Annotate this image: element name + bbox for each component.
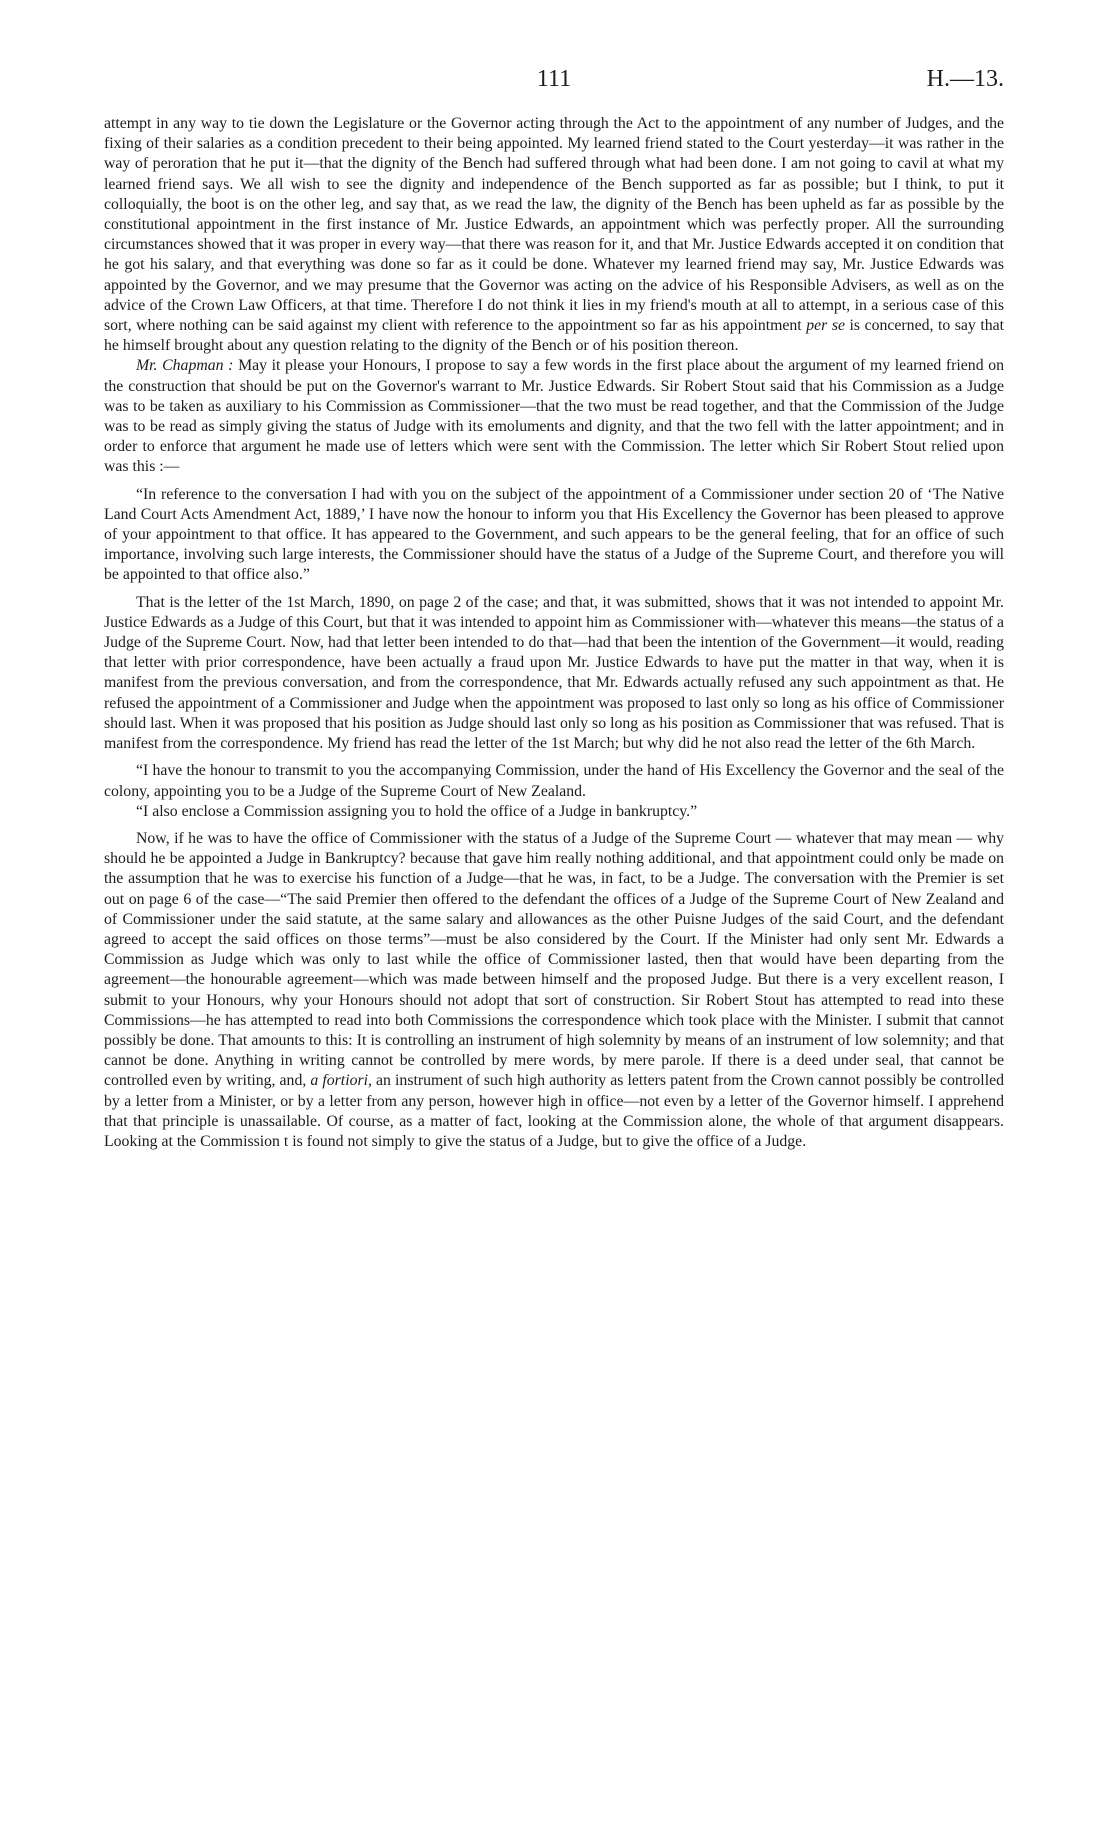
paragraph-chapman: Mr. Chapman : May it please your Honours, I propose to say a few words in the first place about the argument of my learned friend on the construction that should be put on the Governor's warrant to Mr. Justice Edwards. Sir Robert Stout said that his Commission as a Judge was to be taken as auxiliary to his Commission as Commissioner—that the two must be read together, and that the Commission of the Judge was to be read as simply giving the status of Judge with its emoluments and dignity, and that the two fell with the latter appointment; and in order to enforce that argument he made use of letters which were sent with the Commission. The letter which Sir Robert Stout relied upon was this :— <box>104 357 1005 476</box>
page-number: 111 <box>536 66 572 92</box>
document-page <box>104 66 1004 1152</box>
body-text <box>104 114 1004 1152</box>
quoted-letter-2: “I have the honour to transmit to you the accompanying Commission, under the hand of His Excellency the Governor and the seal of the colony, appointing you to be a Judge of the Supreme Court of New Zealand. <box>104 762 1004 800</box>
paragraph-letter-discussion: That is the letter of the 1st March, 1890, on page 2 of the case; and that, it was submitted, shows that it was not intended to appoint Mr. Justice Edwards as a Judge of this Court, but that it was intended to appoint him as Commissioner with—whatever this means—the status of a Judge of the Supreme Court. Now, had that letter been intended to do that—had that been the intention of the Government—it would, reading that letter with prior correspondence, have been actually a fraud upon Mr. Justice Edwards to have put the matter in that way, when it is manifest from the previous conversation, and from the correspondence, that Mr. Edwards actually refused any such appointment as that. He refused the appointment of a Commissioner and Judge when the appointment was proposed to last only so long as his office of Commissioner should last. When it was proposed that his position as Judge should last only so long as his position as Commissioner that was refused. That is manifest from the correspondence. My friend has read the letter of the 1st March; but why did he not also read the letter of the 6th March. <box>104 593 1004 753</box>
paragraph-continuation: attempt in any way to tie down the Legislature or the Governor acting through the Act to the appointment of any number of Judges, and the fixing of their salaries as a condition precedent to their being appointed. My learned friend stated to the Court yesterday—it was rather in the way of peroration that he put it—that the dignity of the Bench had suffered through what had been done. I am not going to cavil at what my learned friend says. We all wish to see the dignity and independence of the Bench supported as far as possible; but I think, to put it colloquially, the boot is on the other leg, and say that, as we read the law, the dignity of the Bench has been upheld as far as possible by the constitutional appointment in the first instance of Mr. Justice Edwards, an appointment which was perfectly proper. All the surrounding circumstances showed that it was proper in every way—that there was reason for it, and that Mr. Justice Edwards accepted it on condition that he got his salary, and that everything was done so far as it could be done. Whatever my learned friend may say, Mr. Justice Edwards was appointed by the Governor, and we may presume that the Governor was acting on the advice of his Responsible Advisers, as well as on the advice of the Crown Law Officers, at that time. Therefore I do not think it lies in my friend's mouth at all to attempt, in a serious case of this sort, where nothing can be said against my client with reference to the appointment so far as his appointment per se is concerned, to say that he himself brought about any question relating to the dignity of the Bench or of his position thereon. <box>104 115 1005 355</box>
quoted-letter-1: “In reference to the conversation I had with you on the subject of the appointment of a Commissioner under section 20 of ‘The Native Land Court Acts Amendment Act, 1889,’ I have now the honour to inform you that His Excellency the Governor has been pleased to approve of your appointment to that office. It has appeared to the Government, and such appears to be the general feeling, that for an office of such importance, involving such large interests, the Commissioner should have the status of a Judge of the Supreme Court, and therefore you will be appointed to that office also.” <box>104 485 1004 584</box>
page-header <box>104 66 1004 102</box>
latin-phrase: a fortiori, <box>310 1072 372 1090</box>
speaker-name: Mr. Chapman : <box>136 357 234 375</box>
quoted-letter-3: “I also enclose a Commission assigning you to hold the office of a Judge in bankruptcy.” <box>136 802 698 820</box>
series-code: H.—13. <box>926 66 1004 92</box>
latin-phrase: per se <box>806 317 845 335</box>
paragraph-commission-argument: Now, if he was to have the office of Commissioner with the status of a Judge of the Supreme Court — whatever that may mean — why should he be appointed a Judge in Bankruptcy? because that gave him really nothing additional, and that appointment could only be made on the assumption that he was to exercise his function of a Judge—that he was, in fact, to be a Judge. The conversation with the Premier is set out on page 6 of the case—“The said Premier then offered to the defendant the offices of a Judge of the Supreme Court of New Zealand and of Commissioner under the said statute, at the same salary and allowances as the other Puisne Judges of the said Court, and the defendant agreed to accept the said offices on those terms”—must be also considered by the Court. If the Minister had only sent Mr. Edwards a Commission as Judge which was only to last while the office of Commissioner lasted, then that would have been departing from the agreement—the honourable agreement—which was made between himself and the proposed Judge. But there is a very excellent reason, I submit to your Honours, why your Honours should not adopt that sort of construction. Sir Robert Stout has attempted to read into these Commissions—he has attempted to read into both Commissions the correspondence which took place with the Minister. I submit that cannot possibly be done. That amounts to this: It is controlling an instrument of high solemnity by means of an instrument of low solemnity; and that cannot be done. Anything in writing cannot be controlled by mere words, by mere parole. If there is a deed under seal, that cannot be controlled even by writing, and, a fortiori, an instrument of such high authority as letters patent from the Crown cannot possibly be controlled by a letter from a Minister, or by a letter from any person, however high in office—not even by a letter of the Governor himself. I apprehend that that principle is unassailable. Of course, as a matter of fact, looking at the Commission alone, the whole of that argument disappears. Looking at the Commission t is found not simply to give the status of a Judge, but to give the office of a Judge. <box>104 829 1004 1150</box>
